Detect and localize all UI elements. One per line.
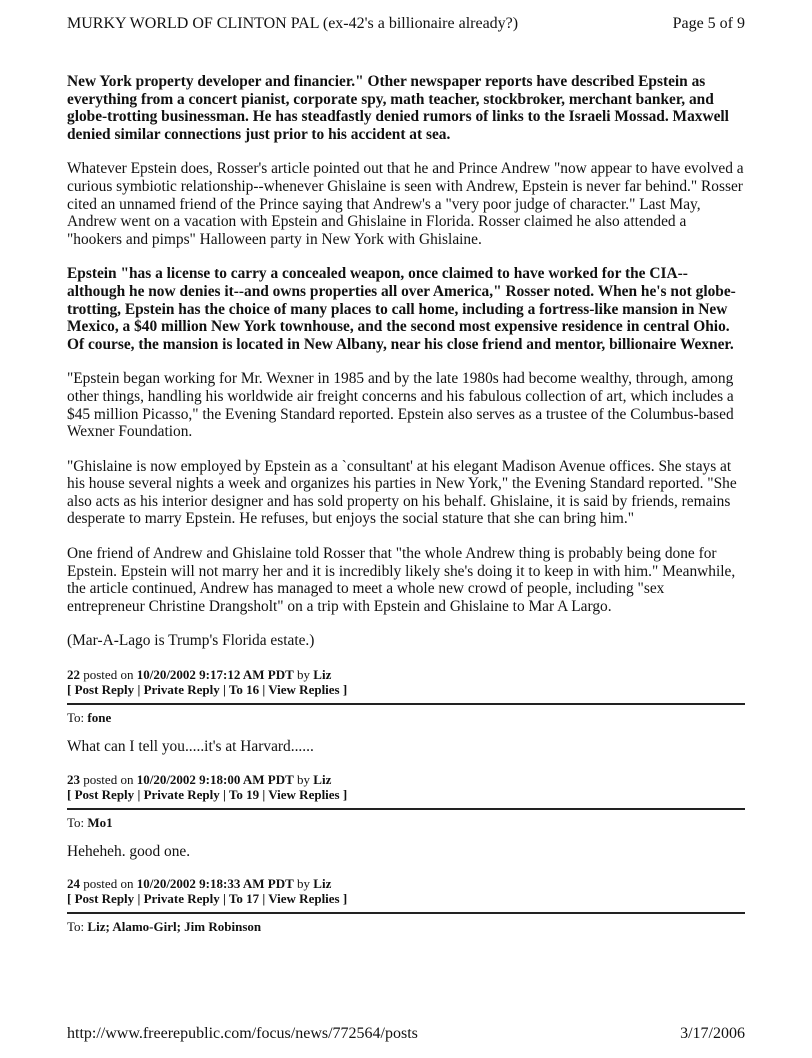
- posted-on-label: posted on: [83, 771, 134, 787]
- view-replies-link[interactable]: View Replies: [268, 682, 340, 698]
- page-number: Page 5 of 9: [672, 15, 745, 32]
- post-23: [67, 772, 745, 861]
- post-22: [67, 667, 745, 756]
- post-body: What can I tell you.....it's at Harvard......: [67, 738, 314, 756]
- separator: |: [222, 682, 226, 698]
- article-paragraph-2: Whatever Epstein does, Rosser's article pointed out that he and Prince Andrew "now appear to have evolved a curious symbiotic relationship--whenever Ghislaine is seen with Andrew, Epstein is never far behind." Rosser cited an unnamed friend of the Prince saying that Andrew's a "very poor judge of character." Last May, Andrew went on a vacation with Epstein and Ghislaine in Florida. Rosser claimed he also attended a "hookers and pimps" Halloween party in New York with Ghislaine.: [67, 160, 744, 248]
- post-author[interactable]: Liz: [313, 667, 332, 683]
- article-paragraph-1: New York property developer and financier." Other newspaper reports have described Epstein as everything from a concert pianist, corporate spy, math teacher, stockbroker, merchant banker, and globe-trotting businessman. He has steadfastly denied rumors of links to the Israeli Mossad. Maxwell denied similar connections just prior to his accident at sea.: [67, 73, 729, 143]
- article-content: [67, 73, 745, 947]
- open-bracket: [: [67, 682, 72, 698]
- post-actions: [67, 891, 745, 906]
- post-author[interactable]: Liz: [313, 876, 332, 892]
- to-post-link[interactable]: To 17: [228, 891, 260, 907]
- post-meta: [67, 772, 745, 787]
- to-label: To:: [67, 814, 85, 830]
- post-number: 23: [67, 771, 80, 787]
- to-label: To:: [67, 919, 85, 935]
- separator: |: [222, 786, 226, 802]
- post-actions: [67, 682, 745, 697]
- separator: |: [222, 891, 226, 907]
- print-date: 3/17/2006: [680, 1025, 745, 1042]
- to-label: To:: [67, 710, 85, 726]
- article-paragraph-3: Epstein "has a license to carry a concealed weapon, once claimed to have worked for the CIA--although he now denies it--and owns properties all over America," Rosser noted. When he's not globe-trotting, Epstein has the choice of many places to call home, including a fortress-like mansion in New Mexico, a $40 million New York townhouse, and the second most expensive residence in central Ohio. Of course, the mansion is located in New Albany, near his close friend and mentor, billionaire Wexner.: [67, 265, 736, 353]
- private-reply-link[interactable]: Private Reply: [143, 682, 220, 698]
- article-paragraph-4: "Epstein began working for Mr. Wexner in 1985 and by the late 1980s had become wealthy, through, among other things, handling his worldwide air freight concerns and his fabulous collection of art, which includes a $45 million Picasso," the Evening Standard reported. Epstein also serves as a trustee of the Columbus-based Wexner Foundation.: [67, 370, 734, 441]
- post-divider: [67, 808, 745, 810]
- article-paragraph-7: (Mar-A-Lago is Trump's Florida estate.): [67, 632, 315, 650]
- recipient-names[interactable]: fone: [87, 710, 112, 726]
- recipient-names[interactable]: Liz; Alamo-Girl; Jim Robinson: [87, 919, 262, 935]
- post-reply-link[interactable]: Post Reply: [74, 682, 135, 698]
- view-replies-link[interactable]: View Replies: [268, 786, 340, 802]
- post-meta: [67, 876, 745, 891]
- open-bracket: [: [67, 891, 72, 907]
- by-label: by: [297, 771, 311, 787]
- post-number: 24: [67, 876, 80, 892]
- post-meta: [67, 667, 745, 682]
- close-bracket: ]: [342, 891, 348, 907]
- post-recipients: [67, 710, 745, 725]
- close-bracket: ]: [342, 786, 348, 802]
- post-divider: [67, 703, 745, 705]
- post-recipients: [67, 815, 745, 830]
- article-paragraph-6: One friend of Andrew and Ghislaine told Rosser that "the whole Andrew thing is probably being done for Epstein. Epstein will not marry her and it is incredibly likely she's doing it to keep in with him." Meanwhile, the article continued, Andrew has managed to meet a whole new crowd of people, including "sex entrepreneur Christine Drangsholt" on a trip with Epstein and Ghislaine to Mar A Largo.: [67, 545, 736, 615]
- post-number: 22: [67, 667, 80, 683]
- post-reply-link[interactable]: Post Reply: [74, 786, 135, 802]
- post-author[interactable]: Liz: [313, 771, 332, 787]
- document-title: MURKY WORLD OF CLINTON PAL (ex-42's a billionaire already?): [67, 15, 519, 32]
- post-24: [67, 876, 745, 934]
- private-reply-link[interactable]: Private Reply: [143, 891, 220, 907]
- to-post-link[interactable]: To 16: [228, 682, 260, 698]
- by-label: by: [297, 667, 311, 683]
- post-actions: [67, 787, 745, 802]
- page-footer: [67, 1024, 745, 1044]
- separator: |: [262, 891, 266, 907]
- separator: |: [137, 682, 141, 698]
- post-timestamp: 10/20/2002 9:18:00 AM PDT: [136, 771, 294, 787]
- posted-on-label: posted on: [83, 667, 134, 683]
- separator: |: [137, 891, 141, 907]
- post-reply-link[interactable]: Post Reply: [74, 891, 135, 907]
- post-recipients: [67, 919, 745, 934]
- open-bracket: [: [67, 786, 72, 802]
- separator: |: [262, 786, 266, 802]
- posted-on-label: posted on: [83, 876, 134, 892]
- separator: |: [262, 682, 266, 698]
- article-paragraph-5: "Ghislaine is now employed by Epstein as a `consultant' at his elegant Madison Avenue offices. She stays at his house several nights a week and organizes his parties in New York," the Evening Standard reported. "She also acts as his interior designer and has sold property on his behalf. Ghislaine, it is said by friends, remains desperate to marry Epstein. He refuses, but enjoys the social stature that she can bring him.": [67, 457, 737, 528]
- to-post-link[interactable]: To 19: [228, 786, 260, 802]
- page-header: [67, 14, 745, 34]
- post-divider: [67, 912, 745, 914]
- source-url[interactable]: http://www.freerepublic.com/focus/news/772564/posts: [67, 1025, 418, 1042]
- post-timestamp: 10/20/2002 9:17:12 AM PDT: [136, 667, 294, 683]
- separator: |: [137, 786, 141, 802]
- view-replies-link[interactable]: View Replies: [268, 891, 340, 907]
- by-label: by: [297, 876, 311, 892]
- post-timestamp: 10/20/2002 9:18:33 AM PDT: [136, 876, 294, 892]
- close-bracket: ]: [342, 682, 348, 698]
- recipient-names[interactable]: Mo1: [87, 814, 113, 830]
- private-reply-link[interactable]: Private Reply: [143, 786, 220, 802]
- post-body: Heheheh. good one.: [67, 842, 191, 860]
